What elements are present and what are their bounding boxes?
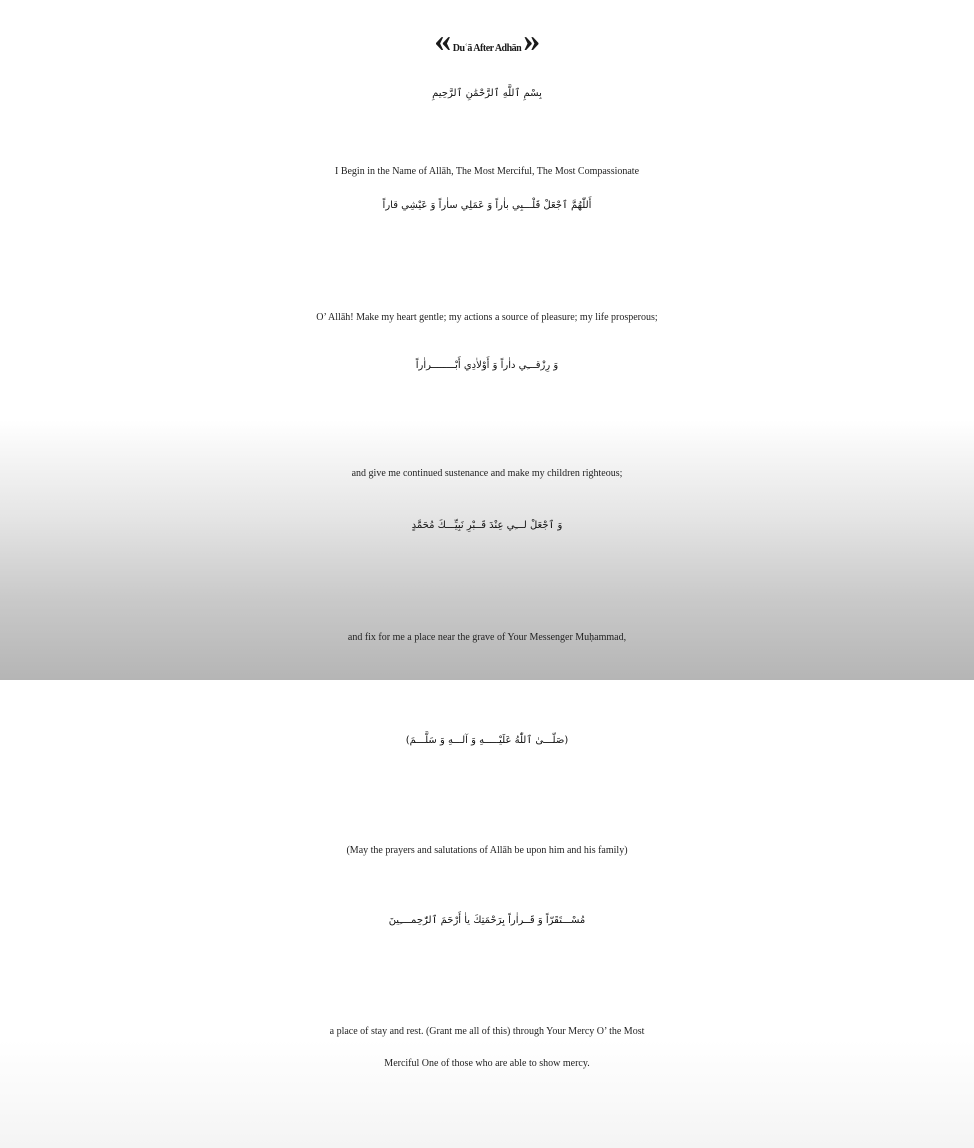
dua-line-4-translation: (May the prayers and salutations of Allāh be upon him and his family): [346, 845, 628, 856]
dua-line-2-arabic: وَ رِزْقـــِي داٰراً وَ أَوْلاٰدِي أَبْــــــــراٰراً: [415, 360, 559, 371]
bottom-panel: [0, 680, 974, 1148]
page-title: [0, 22, 974, 60]
title-close-bracket: »: [523, 22, 540, 59]
title-text: Duʿā After Adhān: [452, 43, 522, 54]
dua-line-5-translation-b: Merciful One of those who are able to show mercy.: [384, 1058, 590, 1069]
dua-line-1-translation: O’ Allāh! Make my heart gentle; my actions a source of pleasure; my life prosperous;: [316, 312, 658, 323]
dua-line-1-arabic: أَللّٰهُمَّ ٱجْعَلْ قَلْـــبِي باٰراً وَ عَمَلِي ساٰراً وَ عَيْشِي قاراً: [382, 200, 592, 211]
title-open-bracket: «: [434, 22, 451, 59]
dua-line-3-arabic: وَ ٱجْعَلْ لـــِي عِنْدَ قَــبْرِ نَبِيِّـــكَ مُحَمَّدٍ: [411, 520, 563, 531]
dua-line-5-translation-a: a place of stay and rest. (Grant me all of this) through Your Mercy O’ the Most: [329, 1026, 645, 1037]
dua-line-4-arabic: (صَلّـــىٰ ٱللّٰهُ عَلَيْـــــهِ وَ آلـــهِ وَ سَلَّـــمَ): [405, 735, 569, 746]
bismillah-arabic: بِسْمِ ٱللَّهِ ٱلرَّحْمَٰنِ ٱلرَّحِيمِ: [432, 88, 542, 99]
dua-line-3-translation: and fix for me a place near the grave of Your Messenger Muḥammad,: [347, 632, 627, 643]
dua-line-5-arabic: مُسْـــتَقَرّاً وَ قَــراٰراً بِرَحْمَتِكَ ياٰ أَرْحَمَ ٱلرّٰحِمــــِينَ: [388, 915, 586, 926]
dua-line-2-translation: and give me continued sustenance and make my children righteous;: [351, 468, 623, 479]
bismillah-translation: I Begin in the Name of Allāh, The Most Merciful, The Most Compassionate: [334, 166, 640, 177]
